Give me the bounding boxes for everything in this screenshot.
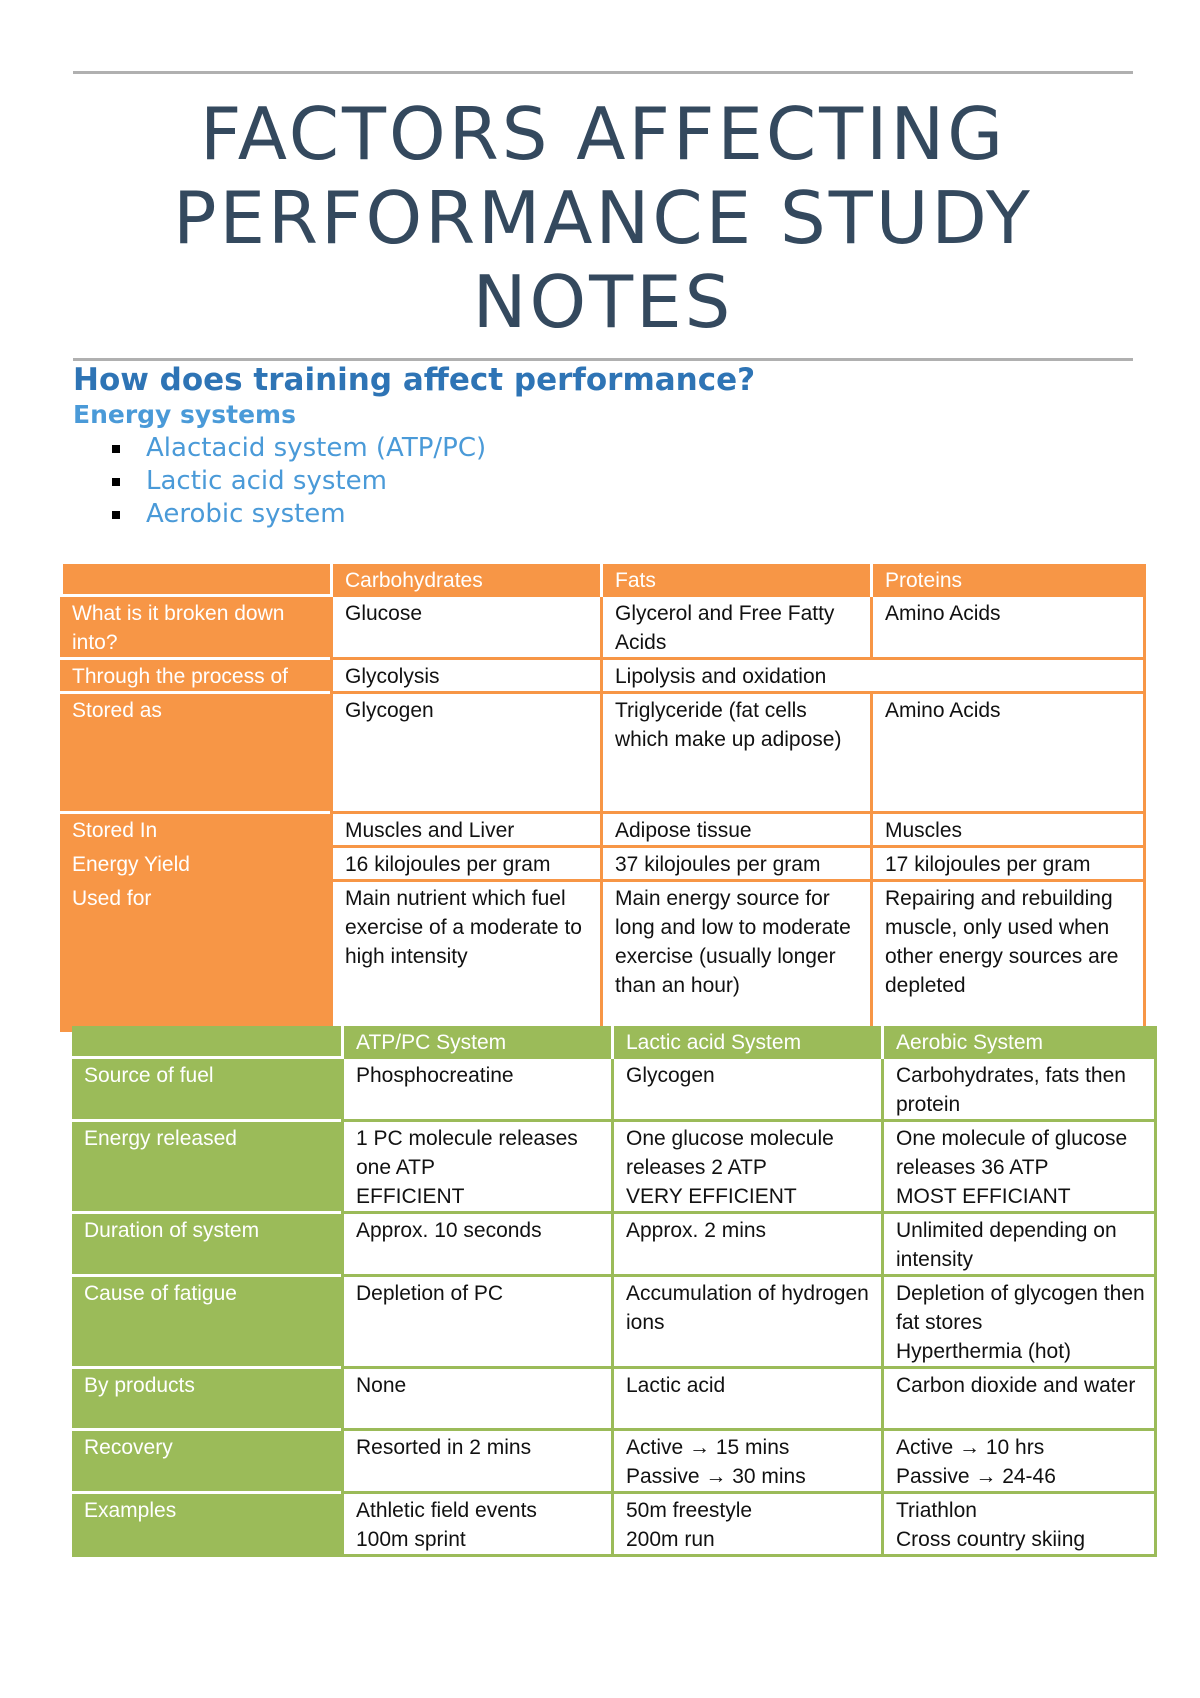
table-cell: Glycogen xyxy=(330,694,600,814)
table-row xyxy=(60,882,1146,1032)
row-label: Cause of fatigue xyxy=(72,1277,341,1369)
column-header: Proteins xyxy=(870,564,1146,597)
row-label: Stored as xyxy=(60,694,330,814)
table-row xyxy=(72,1059,1157,1122)
table-header-row xyxy=(72,1026,1157,1059)
table-cell: Approx. 2 mins xyxy=(611,1214,881,1277)
corner-cell xyxy=(72,1026,341,1059)
table-cell: None xyxy=(341,1369,611,1431)
table-cell: Lactic acid xyxy=(611,1369,881,1431)
row-label: Energy Yield xyxy=(72,853,190,876)
table-cell: Repairing and rebuilding muscle, only used when other energy sources are depleted xyxy=(870,882,1146,1032)
table-row xyxy=(60,660,1146,694)
bullet-icon xyxy=(112,445,120,453)
column-header: Carbohydrates xyxy=(330,564,600,597)
bullet-icon xyxy=(112,478,120,486)
page-title xyxy=(73,92,1133,344)
corner-cell xyxy=(60,564,330,597)
table-cell: Athletic field events 100m sprint xyxy=(341,1494,611,1557)
table-cell: Approx. 10 seconds xyxy=(341,1214,611,1277)
row-label: Energy released xyxy=(72,1122,341,1214)
table-cell: Resorted in 2 mins xyxy=(341,1431,611,1494)
table-cell: Lipolysis and oxidation xyxy=(600,660,1146,694)
table-cell: Glycogen xyxy=(611,1059,881,1122)
top-rule xyxy=(73,71,1133,74)
table-cell: Glucose xyxy=(330,597,600,660)
row-label: What is it broken down into? xyxy=(60,597,330,660)
table-cell: Triathlon Cross country skiing xyxy=(881,1494,1157,1557)
table-row xyxy=(60,694,1146,814)
table-row xyxy=(60,597,1146,660)
row-label: Through the process of xyxy=(60,660,330,694)
table-row xyxy=(72,1277,1157,1369)
column-header: Lactic acid System xyxy=(611,1026,881,1059)
table-cell: Carbohydrates, fats then protein xyxy=(881,1059,1157,1122)
table-cell: Muscles xyxy=(870,814,1146,848)
column-header: ATP/PC System xyxy=(341,1026,611,1059)
row-label: Duration of system xyxy=(72,1214,341,1277)
row-label: Recovery xyxy=(72,1431,341,1494)
row-label: Examples xyxy=(84,1499,177,1522)
table-cell: Glycerol and Free Fatty Acids xyxy=(600,597,870,660)
table-cell: 17 kilojoules per gram xyxy=(870,848,1146,882)
table-cell: Main energy source for long and low to moderate exercise (usually longer than an hour) xyxy=(600,882,870,1032)
table-cell: Glycolysis xyxy=(330,660,600,694)
title-line: PERFORMANCE STUDY xyxy=(173,176,1033,260)
section-heading: How does training affect performance? xyxy=(73,362,756,398)
table-cell: One glucose molecule releases 2 ATP VERY EFFICIENT xyxy=(611,1122,881,1214)
row-label: By products xyxy=(72,1369,341,1431)
table-cell: Phosphocreatine xyxy=(341,1059,611,1122)
table-cell: 1 PC molecule releases one ATP EFFICIENT xyxy=(341,1122,611,1214)
table-cell: Adipose tissue xyxy=(600,814,870,848)
title-bottom-rule xyxy=(73,358,1133,361)
table-cell: Carbon dioxide and water xyxy=(881,1369,1157,1431)
energy-systems-list xyxy=(108,432,486,531)
table-cell: Amino Acids xyxy=(870,694,1146,814)
table-cell: One molecule of glucose releases 36 ATP MOST EFFICIANT xyxy=(881,1122,1157,1214)
table-cell: Amino Acids xyxy=(870,597,1146,660)
title-line: FACTORS AFFECTING xyxy=(199,92,1007,176)
table-cell: 16 kilojoules per gram xyxy=(330,848,600,882)
table-cell: Active → 10 hrs Passive → 24-46 xyxy=(881,1431,1157,1494)
table-cell: Muscles and Liver xyxy=(330,814,600,848)
column-header: Fats xyxy=(600,564,870,597)
row-label: Used for xyxy=(72,887,152,910)
table-row xyxy=(60,814,1146,848)
title-line: NOTES xyxy=(472,260,734,344)
table-row xyxy=(60,848,1146,882)
nutrient-table xyxy=(60,564,1146,1032)
table-row xyxy=(72,1122,1157,1214)
list-item: Aerobic system xyxy=(108,498,486,531)
subsection-heading: Energy systems xyxy=(73,400,296,429)
table-cell: 50m freestyle 200m run xyxy=(611,1494,881,1557)
table-cell: Depletion of PC xyxy=(341,1277,611,1369)
table-cell: 37 kilojoules per gram xyxy=(600,848,870,882)
list-item: Lactic acid system xyxy=(108,465,486,498)
column-header: Aerobic System xyxy=(881,1026,1157,1059)
table-row xyxy=(72,1214,1157,1277)
table-header-row xyxy=(60,564,1146,597)
table-row xyxy=(72,1369,1157,1431)
table-cell: Unlimited depending on intensity xyxy=(881,1214,1157,1277)
table-row xyxy=(72,1494,1157,1557)
energy-system-table xyxy=(72,1026,1157,1557)
list-item: Alactacid system (ATP/PC) xyxy=(108,432,486,465)
table-cell: Triglyceride (fat cells which make up adipose) xyxy=(600,694,870,814)
table-row xyxy=(72,1431,1157,1494)
table-cell: Accumulation of hydrogen ions xyxy=(611,1277,881,1369)
table-cell: Main nutrient which fuel exercise of a moderate to high intensity xyxy=(330,882,600,1032)
row-label: Source of fuel xyxy=(72,1059,341,1122)
table-cell: Active → 15 mins Passive → 30 mins xyxy=(611,1431,881,1494)
row-label: Stored In xyxy=(72,819,158,842)
table-cell: Depletion of glycogen then fat stores Hyperthermia (hot) xyxy=(881,1277,1157,1369)
bullet-icon xyxy=(112,511,120,519)
